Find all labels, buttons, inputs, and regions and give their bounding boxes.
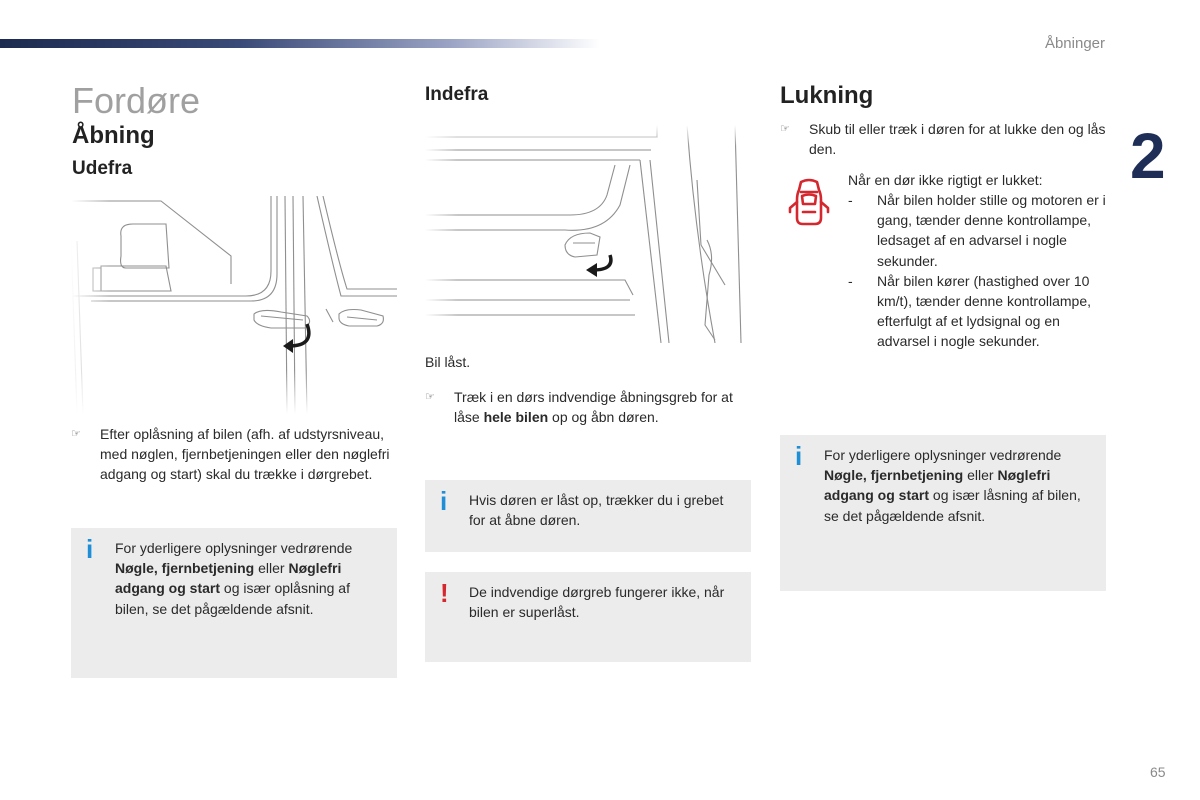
info-note-middle — [425, 480, 751, 552]
warning-icon: ! — [440, 578, 449, 608]
info-note-right — [780, 435, 1106, 591]
exterior-door-handle-illustration — [71, 196, 397, 414]
info-icon: i — [86, 534, 94, 564]
info-icon: i — [795, 441, 803, 471]
info-note-text: For yderligere oplysninger vedrørende Nøgle, fjernbetjening eller Nøglefri adgang og start og især låsning af bilen, se det pågældende afsnit. — [824, 447, 1081, 524]
heading-opening: Åbning — [72, 122, 155, 149]
page-number: 65 — [1150, 764, 1166, 780]
header-gradient-bar — [0, 39, 600, 48]
pointing-hand-icon: ☞ — [425, 391, 435, 403]
bullet-inside-opening: ☞ Træk i en dørs indvendige åbningsgreb for at låse hele bilen op og åbn døren. — [425, 389, 733, 426]
info-note-left — [71, 528, 397, 678]
caption-car-locked: Bil låst. — [425, 354, 471, 370]
warning-note-text: De indvendige dørgreb fungerer ikke, når bilen er superlåst. — [469, 584, 725, 621]
bullet-outside-opening: ☞ Efter oplåsning af bilen (afh. af udstyrsniveau, med nøglen, fjernbetjeningen eller den nøglefri adgang og start) skal du trække i dørgrebet. — [71, 426, 390, 483]
door-warning-list — [848, 190, 1108, 352]
interior-door-handle-illustration — [425, 125, 751, 343]
list-item: - Når bilen holder stille og motoren er i gang, tænder denne kontrollampe, ledsaget af en advarsel i nogle sekunder. — [848, 192, 1106, 269]
subheading-outside: Udefra — [72, 158, 133, 179]
warning-note-middle — [425, 572, 751, 662]
subheading-inside: Indefra — [425, 84, 489, 105]
info-note-text: Hvis døren er låst op, trækker du i grebet for at åbne døren. — [469, 492, 724, 529]
pointing-hand-icon: ☞ — [71, 428, 81, 440]
bullet-closing: ☞ Skub til eller træk i døren for at lukke den og lås den. — [780, 121, 1106, 158]
section-label: Åbninger — [1044, 35, 1105, 52]
chapter-number: 2 — [1130, 120, 1166, 192]
info-icon: i — [440, 486, 448, 516]
page-title: Fordøre — [72, 80, 201, 121]
door-open-warning-lamp-icon — [787, 176, 831, 230]
info-note-text: For yderligere oplysninger vedrørende Nøgle, fjernbetjening eller Nøglefri adgang og start og især oplåsning af bilen, se det pågældende afsnit. — [115, 540, 353, 617]
pointing-hand-icon: ☞ — [780, 123, 790, 135]
list-item: - Når bilen kører (hastighed over 10 km/t), tænder denne kontrollampe, efterfulgt af et lydsignal og en advarsel i nogle sekunder. — [848, 272, 1091, 350]
heading-closing: Lukning — [780, 82, 874, 109]
door-warning-intro: Når en dør ikke rigtigt er lukket: — [848, 172, 1043, 188]
